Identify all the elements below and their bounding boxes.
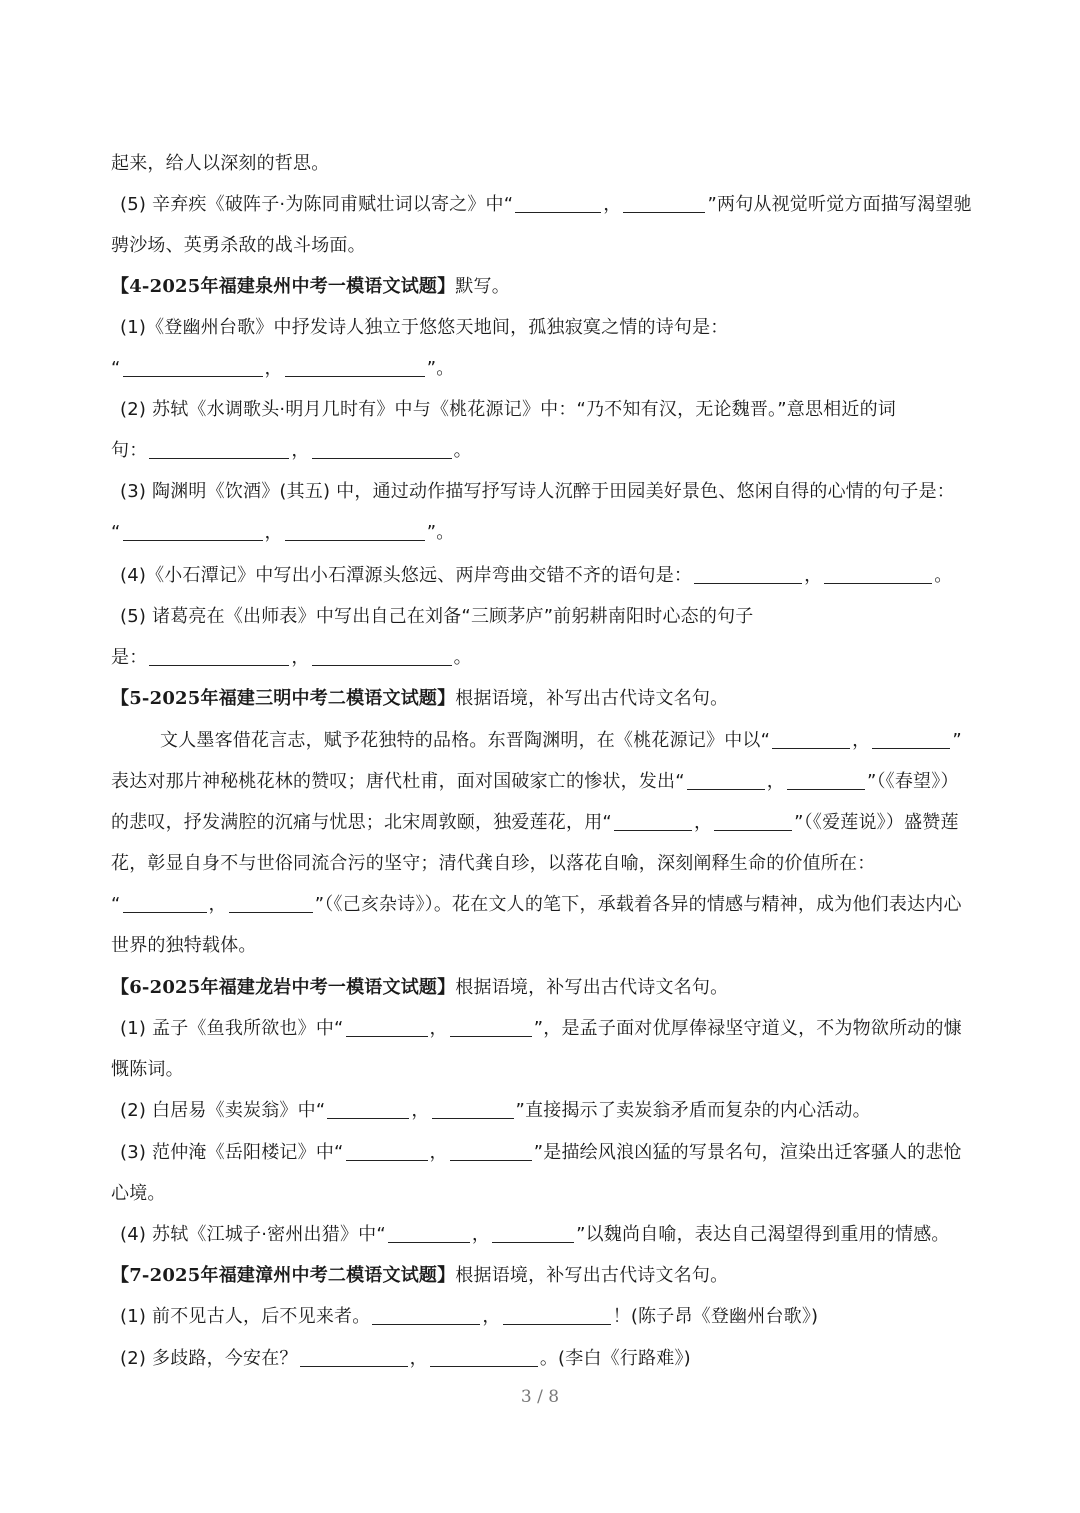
answer-blank[interactable]: [450, 1018, 532, 1037]
s4-question-3-answer: [111, 521, 454, 545]
answer-blank[interactable]: [149, 647, 289, 666]
text: ，: [693, 812, 713, 833]
text: ，: [409, 1348, 428, 1369]
text: 。: [934, 565, 953, 586]
text: ”两句从视觉听觉方面描写渴望驰: [707, 194, 972, 215]
s5-para-line-6: [111, 934, 257, 958]
text: “: [111, 894, 121, 915]
text: 骋沙场、英勇杀敌的战斗场面。: [111, 235, 366, 256]
text: ，: [264, 358, 283, 379]
text: (1) 孟子《鱼我所欲也》中“: [120, 1018, 344, 1039]
text: (1)《登幽州台歌》中抒发诗人独立于悠悠天地间，孤独寂寞之情的诗句是：: [120, 317, 729, 338]
text: (3) 范仲淹《岳阳楼记》中“: [120, 1142, 344, 1163]
text: 慨陈词。: [111, 1059, 184, 1080]
prev-question-5: [120, 193, 972, 217]
answer-blank[interactable]: [614, 812, 692, 831]
text: “: [111, 358, 121, 379]
answer-blank[interactable]: [515, 194, 601, 213]
text: ，: [291, 647, 310, 668]
answer-blank[interactable]: [772, 730, 850, 749]
answer-blank[interactable]: [346, 1018, 428, 1037]
section-6-header: [111, 976, 728, 1000]
s4-question-1: [120, 316, 729, 340]
answer-blank[interactable]: [285, 358, 425, 377]
answer-blank[interactable]: [372, 1306, 480, 1325]
s4-question-4: [120, 564, 953, 588]
s5-para-line-1: [160, 729, 962, 753]
text: ”以魏尚自喻，表达自己渴望得到重用的情感。: [576, 1224, 950, 1245]
answer-blank[interactable]: [149, 440, 289, 459]
text: “: [111, 522, 121, 543]
text: ，: [291, 440, 310, 461]
answer-blank[interactable]: [492, 1224, 574, 1243]
s6-question-2: [120, 1099, 871, 1123]
section-task: 默写。: [455, 276, 510, 297]
text: (2) 白居易《卖炭翁》中“: [120, 1100, 326, 1121]
text: 表达对那片神秘桃花林的赞叹；唐代杜甫，面对国破家亡的惨状，发出“: [111, 771, 685, 792]
text: ”（《己亥杂诗》）。花在文人的笔下，承载着各异的情感与精神，成为他们表达内心: [314, 894, 962, 915]
text: 。: [453, 440, 472, 461]
text: ”（《爱莲说》）盛赞莲: [794, 812, 959, 833]
text: 的悲叹，抒发满腔的沉痛与忧思；北宋周敦颐，独爱莲花，用“: [111, 812, 612, 833]
text: (1) 前不见古人，后不见来者。: [120, 1306, 371, 1327]
s6-question-3-cont: [111, 1182, 166, 1206]
text: ，: [264, 522, 283, 543]
text: ，: [208, 894, 227, 915]
text: ”。: [426, 522, 455, 543]
text: ”是描绘风浪凶猛的写景名句，渲染出迁客骚人的悲怆: [533, 1142, 962, 1163]
section-title: 【6-2025年福建龙岩中考一模语文试题】: [111, 977, 456, 998]
s4-question-5: [120, 605, 753, 629]
section-task: 根据语境，补写出古代诗文名句。: [455, 1265, 729, 1286]
answer-blank[interactable]: [312, 440, 452, 459]
text: ，: [852, 730, 871, 751]
text: 世界的独特载体。: [111, 935, 257, 956]
s6-question-1: [120, 1017, 962, 1041]
s6-question-1-cont: [111, 1058, 184, 1082]
answer-blank[interactable]: [824, 565, 932, 584]
answer-blank[interactable]: [346, 1142, 428, 1161]
section-task: 根据语境，补写出古代诗文名句。: [455, 688, 729, 709]
answer-blank[interactable]: [872, 730, 950, 749]
answer-blank[interactable]: [694, 565, 802, 584]
text: ，: [411, 1100, 430, 1121]
answer-blank[interactable]: [503, 1306, 611, 1325]
section-4-header: [111, 275, 510, 299]
text: 句：: [111, 440, 148, 461]
text: 是：: [111, 647, 148, 668]
answer-blank[interactable]: [285, 522, 425, 541]
text: ”直接揭示了卖炭翁矛盾而复杂的内心活动。: [515, 1100, 871, 1121]
answer-blank[interactable]: [450, 1142, 532, 1161]
answer-blank[interactable]: [623, 194, 705, 213]
section-title: 【7-2025年福建漳州中考二模语文试题】: [111, 1265, 456, 1286]
text: 。: [453, 647, 472, 668]
text: (4)《小石潭记》中写出小石潭源头悠远、两岸弯曲交错不齐的语句是：: [120, 565, 693, 586]
answer-blank[interactable]: [687, 771, 765, 790]
text: (2) 多歧路，今安在？: [120, 1348, 298, 1369]
answer-blank[interactable]: [312, 647, 452, 666]
prev-question-5-cont: [111, 234, 366, 258]
s4-question-2: [120, 398, 896, 422]
text: ，: [471, 1224, 491, 1245]
text: 起来，给人以深刻的哲思。: [111, 153, 330, 174]
text: ”: [952, 730, 962, 751]
text: 花，彰显自身不与世俗同流合污的坚守；清代龚自珍，以落花自喻，深刻阐释生命的价值所在：: [111, 853, 876, 874]
answer-blank[interactable]: [787, 771, 865, 790]
s5-para-line-4: [111, 852, 875, 876]
text: (5) 辛弃疾《破阵子·为陈同甫赋壮词以寄之》中“: [120, 194, 514, 215]
text: ，: [429, 1018, 448, 1039]
s5-para-line-5: [111, 893, 962, 917]
text: (5) 诸葛亮在《出师表》中写出自己在刘备“三顾茅庐”前躬耕南阳时心态的句子: [120, 606, 754, 627]
text: (4) 苏轼《江城子·密州出猎》中“: [120, 1224, 386, 1245]
answer-blank[interactable]: [229, 894, 313, 913]
answer-blank[interactable]: [327, 1100, 409, 1119]
section-title: 【5-2025年福建三明中考二模语文试题】: [111, 688, 456, 709]
answer-blank[interactable]: [430, 1348, 538, 1367]
s7-question-1: [120, 1305, 818, 1329]
text: ，: [804, 565, 823, 586]
s7-question-2: [120, 1347, 691, 1371]
answer-blank[interactable]: [714, 812, 792, 831]
s6-question-4: [120, 1223, 950, 1247]
section-5-header: [111, 687, 728, 711]
text: ，: [482, 1306, 501, 1327]
text: (3) 陶渊明《饮酒》(其五) 中，通过动作描写抒写诗人沉醉于田园美好景色、悠闲自得的心情的句子是：: [120, 481, 955, 502]
text: (2) 苏轼《水调歌头·明月几时有》中与《桃花源记》中：“乃不知有汉，无论魏晋。”意思相近的词: [120, 399, 896, 420]
text: ！(陈子昂《登幽州台歌》): [612, 1306, 819, 1327]
text: ，: [603, 194, 622, 215]
answer-blank[interactable]: [388, 1224, 470, 1243]
text: ，: [429, 1142, 448, 1163]
section-7-header: [111, 1264, 728, 1288]
text: ”（《春望》）: [866, 771, 959, 792]
answer-blank[interactable]: [300, 1348, 408, 1367]
prev-continuation: [111, 152, 329, 176]
text: 心境。: [111, 1183, 166, 1204]
s4-question-5-answer: [111, 646, 472, 670]
text: 文人墨客借花言志，赋予花独特的品格。东晋陶渊明，在《桃花源记》中以“: [160, 730, 771, 751]
s5-para-line-2: [111, 770, 959, 794]
s6-question-3: [120, 1141, 962, 1165]
section-task: 根据语境，补写出古代诗文名句。: [455, 977, 729, 998]
text: 。(李白《行路难》): [539, 1348, 691, 1369]
text: ”。: [426, 358, 455, 379]
s4-question-3: [120, 480, 955, 504]
s4-question-2-answer: [111, 439, 472, 463]
s4-question-1-answer: [111, 357, 454, 381]
s5-para-line-3: [111, 811, 959, 835]
answer-blank[interactable]: [123, 522, 263, 541]
section-title: 【4-2025年福建泉州中考一模语文试题】: [111, 276, 456, 297]
text: ”，是孟子面对优厚俸禄坚守道义，不为物欲所动的慷: [533, 1018, 962, 1039]
answer-blank[interactable]: [123, 358, 263, 377]
page-number: 3 / 8: [520, 1387, 560, 1407]
text: ，: [766, 771, 785, 792]
answer-blank[interactable]: [123, 894, 207, 913]
answer-blank[interactable]: [432, 1100, 514, 1119]
